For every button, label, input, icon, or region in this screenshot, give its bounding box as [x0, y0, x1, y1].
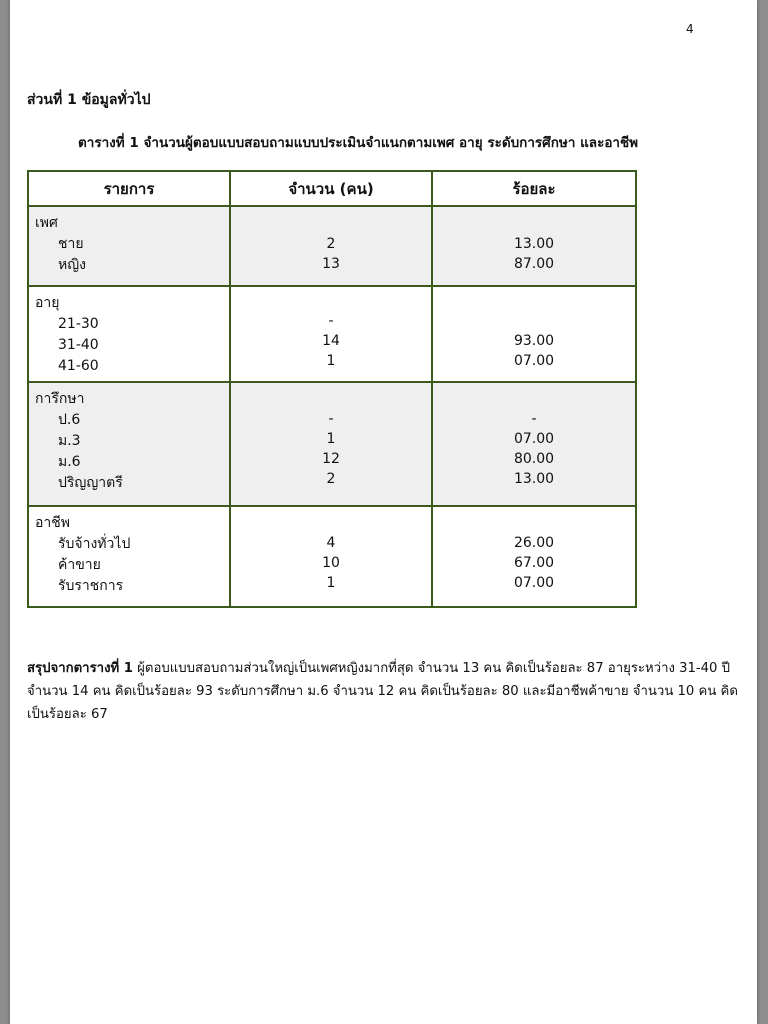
item-label: ม.6 [58, 454, 81, 470]
item-label: 41-60 [58, 358, 99, 374]
table-header-row [28, 171, 636, 206]
count-value: 12 [322, 451, 340, 467]
count-value: 13 [322, 256, 340, 272]
category-cell [28, 382, 230, 506]
page-number: 4 [686, 22, 694, 36]
percent-value: 07.00 [513, 575, 555, 591]
item-label: หญิง [58, 257, 86, 273]
count-value: 1 [326, 353, 336, 369]
percent-cell [432, 506, 636, 607]
item-label: ม.3 [58, 433, 81, 449]
percent-value: 07.00 [513, 353, 555, 369]
item-label: รับราชการ [58, 578, 124, 594]
category-label: การึกษา [35, 391, 85, 407]
category-label: อาชีพ [35, 515, 70, 531]
count-value: 2 [326, 236, 336, 252]
category-label: เพศ [35, 215, 58, 231]
count-cell [230, 206, 432, 286]
percent-cell [432, 206, 636, 286]
category-cell [28, 286, 230, 382]
count-value: 1 [326, 431, 336, 447]
item-label: ชาย [58, 236, 84, 252]
category-cell [28, 206, 230, 286]
count-value: 1 [326, 575, 336, 591]
item-label: รับจ้างทั่วไป [58, 536, 131, 552]
table-caption: ตารางที่ 1 จำนวนผู้ตอบแบบสอบถามแบบประเมินจำแนกตามเพศ อายุ ระดับการศึกษา และอาชีพ [78, 135, 639, 151]
item-label: ปริญญาตรี [58, 475, 123, 491]
table-row-education [28, 382, 636, 506]
percent-value [433, 311, 635, 331]
demographics-table [27, 170, 637, 608]
item-label: 31-40 [58, 337, 99, 353]
item-label: ค้าขาย [58, 557, 101, 573]
percent-value: 93.00 [513, 333, 555, 349]
table-row-occupation [28, 506, 636, 607]
count-value: 2 [326, 471, 336, 487]
percent-cell [432, 286, 636, 382]
summary-lead: สรุปจากตารางที่ 1 [27, 661, 133, 677]
count-value: 4 [326, 535, 336, 551]
count-value: - [328, 313, 334, 329]
percent-cell [432, 382, 636, 506]
item-label: ป.6 [58, 412, 81, 428]
summary-text: ผู้ตอบแบบสอบถามส่วนใหญ่เป็นเพศหญิงมากที่สุด จำนวน 13 คน คิดเป็นร้อยละ 87 อายุระหว่าง 31-40 ปี จำนวน 14 คน คิดเป็นร้อยละ 93 ระดับการศึกษา ม.6 จำนวน 12 คน คิดเป็นร้อยละ 80 และมีอาชีพค้าขาย จำนวน 10 คน คิดเป็นร้อยละ 67 [27, 661, 738, 723]
count-value: 10 [322, 555, 340, 571]
category-label: อายุ [35, 295, 60, 311]
percent-value: 26.00 [513, 535, 555, 551]
count-cell [230, 506, 432, 607]
item-label: 21-30 [58, 316, 99, 332]
count-cell [230, 286, 432, 382]
percent-value: 67.00 [513, 555, 555, 571]
table-row-age [28, 286, 636, 382]
table-row-gender [28, 206, 636, 286]
header-percent: ร้อยละ [432, 171, 636, 206]
document-page [10, 0, 757, 1024]
category-cell [28, 506, 230, 607]
header-item: รายการ [28, 171, 230, 206]
percent-value: - [531, 411, 537, 427]
percent-value: 13.00 [513, 471, 555, 487]
summary-paragraph [27, 657, 739, 726]
count-cell [230, 382, 432, 506]
percent-value: 87.00 [513, 256, 555, 272]
header-count: จำนวน (คน) [230, 171, 432, 206]
percent-value: 13.00 [513, 236, 555, 252]
count-value: - [328, 411, 334, 427]
section-title: ส่วนที่ 1 ข้อมูลทั่วไป [27, 92, 151, 108]
percent-value: 07.00 [513, 431, 555, 447]
percent-value: 80.00 [513, 451, 555, 467]
count-value: 14 [322, 333, 340, 349]
